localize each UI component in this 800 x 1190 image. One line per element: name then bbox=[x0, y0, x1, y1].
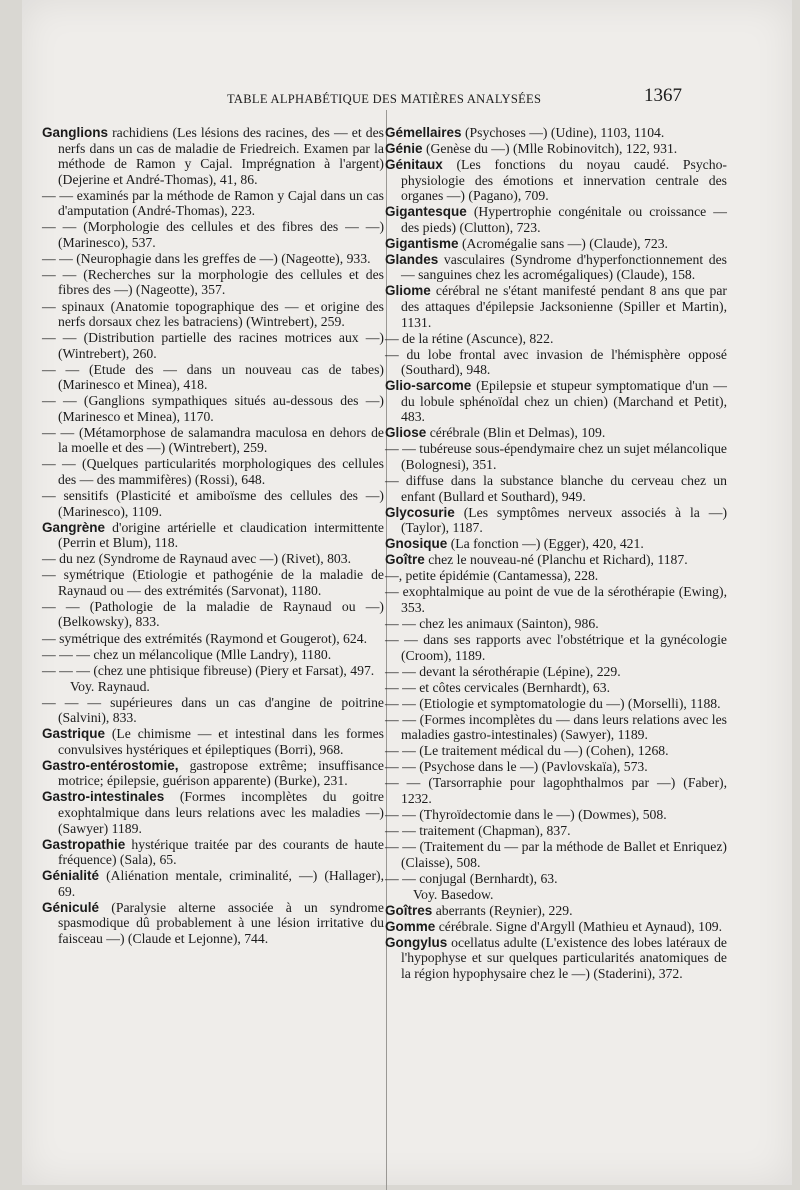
index-entry-text: — du nez (Syndrome de Raynaud avec —) (Rivet), 803. bbox=[42, 551, 352, 567]
index-entry-text: Voy. Raynaud. bbox=[70, 678, 150, 694]
index-entry-text: (Formes incomplètes du goitre exophtalmique dans leurs relations avec les maladies —) (Sawyer) 1189. bbox=[58, 789, 384, 836]
index-entry-text: — — chez les animaux (Sainton), 986. bbox=[385, 615, 599, 631]
index-entry bbox=[385, 632, 727, 663]
index-headword: Génialité bbox=[42, 868, 100, 884]
index-entry bbox=[385, 935, 727, 982]
index-entry-text: (Aliénation mentale, criminalité, —) (Hallager), 69. bbox=[58, 868, 384, 899]
index-entry-text: cérébrale (Blin et Delmas), 109. bbox=[426, 425, 606, 441]
index-entry-text: vasculaires (Syndrome d'hyperfonctionnement des — sanguines chez les acromégaliques) (Claude), 158. bbox=[401, 251, 727, 283]
index-entry-text: —, petite épidémie (Cantamessa), 228. bbox=[385, 568, 599, 584]
index-entry bbox=[385, 141, 727, 157]
index-entry-text: (Genèse du —) (Mlle Robinovitch), 122, 931. bbox=[422, 141, 678, 157]
index-headword: Génie bbox=[385, 141, 423, 157]
index-entry bbox=[42, 647, 384, 663]
index-entry bbox=[385, 664, 727, 680]
index-entry bbox=[385, 252, 727, 283]
index-entry bbox=[42, 219, 384, 250]
index-entry bbox=[385, 552, 727, 568]
index-entry-text: — — (Traitement du — par la méthode de Ballet et Enriquez) (Claisse), 508. bbox=[385, 839, 727, 870]
index-entry-text: (Paralysie alterne associée à un syndrome spasmodique dû probablement à une lésion irritative du faisceau —) (Claude et Lejonne), 744. bbox=[58, 899, 384, 946]
index-headword: Gastrique bbox=[42, 726, 106, 742]
index-entry-text: — — — chez un mélancolique (Mlle Landry), 1180. bbox=[42, 646, 332, 662]
index-entry-text: — — (Distribution partielle des racines motrices aux —) (Wintrebert), 260. bbox=[42, 330, 384, 361]
index-entry bbox=[385, 347, 727, 378]
index-entry bbox=[42, 188, 384, 219]
page-number: 1367 bbox=[644, 85, 682, 106]
index-entry-text: — — (Ganglions sympathiques situés au-dessous des —) (Marinesco et Minea), 1170. bbox=[42, 393, 384, 424]
index-entry bbox=[42, 520, 384, 551]
index-entry bbox=[385, 919, 727, 935]
index-headword: Gémellaires bbox=[385, 125, 462, 140]
index-entry bbox=[42, 267, 384, 298]
index-entry bbox=[385, 157, 727, 204]
index-entry bbox=[385, 584, 727, 615]
index-headword: Génitaux bbox=[385, 157, 443, 173]
index-entry bbox=[385, 887, 727, 903]
index-headword: Gastropathie bbox=[42, 836, 126, 852]
index-entry-text: — — (Quelques particularités morphologiques des cellules des — des mammifères) (Rossi), 648. bbox=[42, 456, 384, 488]
index-entry bbox=[42, 631, 384, 647]
index-headword: Géniculé bbox=[42, 899, 100, 915]
index-headword: Gongylus bbox=[385, 934, 448, 950]
index-entry bbox=[42, 299, 384, 330]
index-entry-text: — de la rétine (Ascunce), 822. bbox=[385, 330, 554, 346]
index-entry bbox=[42, 251, 384, 267]
index-entry bbox=[42, 789, 384, 836]
index-entry-text: (Le chimisme — et intestinal dans les formes convulsives hystériques et épileptiques (Borri), 968. bbox=[58, 726, 384, 757]
index-entry-text: (Hypertrophie congénitale ou croissance — des pieds) (Clutton), 723. bbox=[401, 204, 727, 235]
index-entry bbox=[42, 868, 384, 899]
index-entry-text: — — et côtes cervicales (Bernhardt), 63. bbox=[385, 679, 610, 695]
index-entry-text: — diffuse dans la substance blanche du cerveau chez un enfant (Bullard et Southard), 949. bbox=[385, 473, 727, 504]
index-headword: Ganglions bbox=[42, 125, 109, 140]
index-entry-text: — — traitement (Chapman), 837. bbox=[385, 823, 571, 839]
index-entry-text: cérébral ne s'étant manifesté pendant 8 ans que par des attaques d'épilepsie Jacksonienne (Spiller et Martin), 1131. bbox=[401, 283, 727, 330]
index-entry-text: — — (Etiologie et symptomatologie du —) (Morselli), 1188. bbox=[385, 695, 721, 711]
index-headword: Gastro-entérostomie, bbox=[42, 757, 179, 773]
index-entry bbox=[385, 568, 727, 584]
index-entry bbox=[385, 125, 727, 141]
index-entry-text: — — tubéreuse sous-épendymaire chez un sujet mélancolique (Bolognesi), 351. bbox=[385, 441, 727, 472]
index-entry-text: — sensitifs (Plasticité et amiboïsme des cellules des —) (Marinesco), 1109. bbox=[42, 488, 384, 519]
index-entry bbox=[385, 743, 727, 759]
index-entry-text: — — — (chez une phtisique fibreuse) (Piery et Farsat), 497. bbox=[42, 662, 375, 678]
index-entry bbox=[385, 871, 727, 887]
index-headword: Gliose bbox=[385, 425, 427, 441]
index-entry bbox=[42, 567, 384, 598]
index-entry-text: — — (Pathologie de la maladie de Raynaud ou —) (Belkowsky), 833. bbox=[42, 598, 384, 630]
index-entry bbox=[385, 473, 727, 504]
index-entry-text: — — (Etude des — dans un nouveau cas de tabes) (Marinesco et Minea), 418. bbox=[42, 361, 384, 393]
index-headword: Glycosurie bbox=[385, 504, 455, 520]
index-entry bbox=[42, 663, 384, 679]
index-entry-text: — symétrique (Etiologie et pathogénie de la maladie de Raynaud ou — des extrémités (Sarvonat), 1180. bbox=[42, 567, 384, 598]
index-entry-text: (Epilepsie et stupeur symptomatique d'un — du lobule sphénoïdal chez un chien) (Marchand et Petit), 483. bbox=[401, 378, 727, 425]
index-entry bbox=[385, 696, 727, 712]
index-entry bbox=[385, 680, 727, 696]
index-entry-text: chez le nouveau-né (Planchu et Richard), 1187. bbox=[424, 552, 688, 568]
index-headword: Goître bbox=[385, 552, 425, 568]
index-entry-text: — du lobe frontal avec invasion de l'hémisphère opposé (Southard), 948. bbox=[385, 346, 727, 378]
index-entry-text: — — (Métamorphose de salamandra maculosa en dehors de la moelle et des —) (Wintrebert), 259. bbox=[42, 424, 384, 456]
index-entry bbox=[385, 441, 727, 472]
index-headword: Gangrène bbox=[42, 519, 106, 535]
index-headword: Glio-sarcome bbox=[385, 378, 472, 394]
index-entry bbox=[42, 362, 384, 393]
index-entry bbox=[42, 758, 384, 789]
index-entry-text: ocellatus adulte (L'existence des lobes latéraux de l'hypophyse et sur quelques particularités anatomiques de la région hypophysaire chez le —) (Staderini), 372. bbox=[401, 934, 727, 981]
index-entry bbox=[42, 837, 384, 868]
index-entry bbox=[42, 900, 384, 947]
index-entry-text: (La fonction —) (Egger), 420, 421. bbox=[447, 536, 644, 552]
index-entry bbox=[42, 456, 384, 487]
index-entry bbox=[42, 695, 384, 726]
index-entry bbox=[385, 536, 727, 552]
index-entry bbox=[42, 125, 384, 187]
index-entry bbox=[385, 236, 727, 252]
index-entry-text: — — (Morphologie des cellules et des fibres des — —) (Marinesco), 537. bbox=[42, 219, 384, 250]
index-entry bbox=[385, 505, 727, 536]
index-entry-text: cérébrale. Signe d'Argyll (Mathieu et Aynaud), 109. bbox=[435, 918, 723, 934]
index-entry-text: — — devant la sérothérapie (Lépine), 229. bbox=[385, 663, 621, 679]
index-entry bbox=[385, 616, 727, 632]
index-entry-text: — — (Psychose dans le —) (Pavlovskaïa), 573. bbox=[385, 759, 648, 775]
index-entry bbox=[42, 551, 384, 567]
running-header: TABLE ALPHABÉTIQUE DES MATIÈRES ANALYSÉES bbox=[227, 92, 542, 106]
index-entry-text: — — examinés par la méthode de Ramon y Cajal dans un cas d'amputation (André-Thomas), 223. bbox=[42, 187, 384, 219]
index-headword: Gigantesque bbox=[385, 204, 467, 220]
index-entry-text: — — (Le traitement médical du —) (Cohen), 1268. bbox=[385, 743, 669, 759]
index-entry-text: Voy. Basedow. bbox=[413, 886, 494, 902]
index-entry bbox=[385, 204, 727, 235]
index-entry bbox=[385, 712, 727, 743]
index-headword: Glandes bbox=[385, 251, 439, 267]
index-entry-text: — — conjugal (Bernhardt), 63. bbox=[385, 870, 558, 886]
index-entry-text: gastroposе extrême; insuffisance motrice; épilepsie, guérison apparente) (Burke), 231. bbox=[58, 757, 384, 789]
index-headword: Gnosique bbox=[385, 536, 448, 552]
index-entry-text: aberrants (Reynier), 229. bbox=[432, 902, 573, 918]
index-entry bbox=[42, 425, 384, 456]
index-headword: Gigantisme bbox=[385, 235, 459, 251]
index-entry-text: — — (Tarsorraphie pour lagophthalmos par —) (Faber), 1232. bbox=[385, 775, 727, 806]
index-entry bbox=[385, 775, 727, 806]
index-headword: Gomme bbox=[385, 918, 436, 934]
index-entry-text: — spinaux (Anatomie topographique des — et origine des nerfs dorsaux chez les batraciens) (Wintrebert), 259. bbox=[42, 298, 384, 330]
index-entry-text: hystérique traitée par des courants de haute fréquence) (Sala), 65. bbox=[58, 836, 384, 868]
scanned-page bbox=[22, 0, 792, 1185]
index-entry bbox=[385, 759, 727, 775]
index-entry-text: d'origine artérielle et claudication intermittente (Perrin et Blum), 118. bbox=[58, 519, 384, 551]
index-entry-text: (Acromégalie sans —) (Claude), 723. bbox=[458, 235, 668, 251]
index-entry-text: (Les symptômes nerveux associés à la —) (Taylor), 1187. bbox=[401, 504, 727, 536]
index-entry bbox=[385, 839, 727, 870]
index-entry bbox=[385, 425, 727, 441]
index-entry-text: — symétrique des extrémités (Raymond et Gougerot), 624. bbox=[42, 630, 368, 646]
index-entry-text: — — (Thyroïdectomie dans le —) (Dowmes), 508. bbox=[385, 807, 667, 823]
index-entry-text: — — (Recherches sur la morphologie des cellules et des fibres des —) (Nageotte), 357. bbox=[42, 266, 384, 298]
index-headword: Goîtres bbox=[385, 902, 433, 918]
index-entry bbox=[385, 283, 727, 330]
index-entry bbox=[42, 599, 384, 630]
index-entry bbox=[385, 807, 727, 823]
index-entry-text: — exophtalmique au point de vue de la sérothérapie (Ewing), 353. bbox=[385, 584, 727, 615]
index-entry-text: — — (Formes incomplètes du — dans leurs relations avec les maladies gastro-intestinales) (Sawyer), 1189. bbox=[385, 711, 727, 743]
index-column-left bbox=[42, 125, 384, 947]
index-entry-text: rachidiens (Les lésions des racines, des — et des nerfs dans un cas de maladie de Friedreich. Examen par la méthode de Ramon y Cajal. Imprégnation à l'argent) (Dejerine et André-Thomas), 41, 86. bbox=[58, 125, 384, 187]
index-entry bbox=[385, 378, 727, 425]
index-entry bbox=[385, 823, 727, 839]
index-headword: Gliome bbox=[385, 283, 431, 299]
index-entry bbox=[42, 679, 384, 695]
index-entry bbox=[42, 393, 384, 424]
index-entry-text: — — (Neurophagie dans les greffes de —) (Nageotte), 933. bbox=[42, 250, 371, 266]
index-entry bbox=[42, 488, 384, 519]
index-entry bbox=[42, 726, 384, 757]
index-entry-text: (Les fonctions du noyau caudé. Psycho-physiologie des émotions et innervation centrale des organes —) (Pagano), 709. bbox=[401, 157, 727, 204]
index-entry bbox=[385, 331, 727, 347]
index-entry bbox=[385, 903, 727, 919]
index-headword: Gastro-intestinales bbox=[42, 789, 165, 805]
index-entry bbox=[42, 330, 384, 361]
index-entry-text: — — dans ses rapports avec l'obstétrique et la gynécologie (Croom), 1189. bbox=[385, 632, 727, 663]
index-entry-text: (Psychoses —) (Udine), 1103, 1104. bbox=[461, 125, 665, 140]
index-entry-text: — — — supérieures dans un cas d'angine de poitrine (Salvini), 833. bbox=[42, 694, 384, 726]
index-column-right bbox=[385, 125, 727, 982]
